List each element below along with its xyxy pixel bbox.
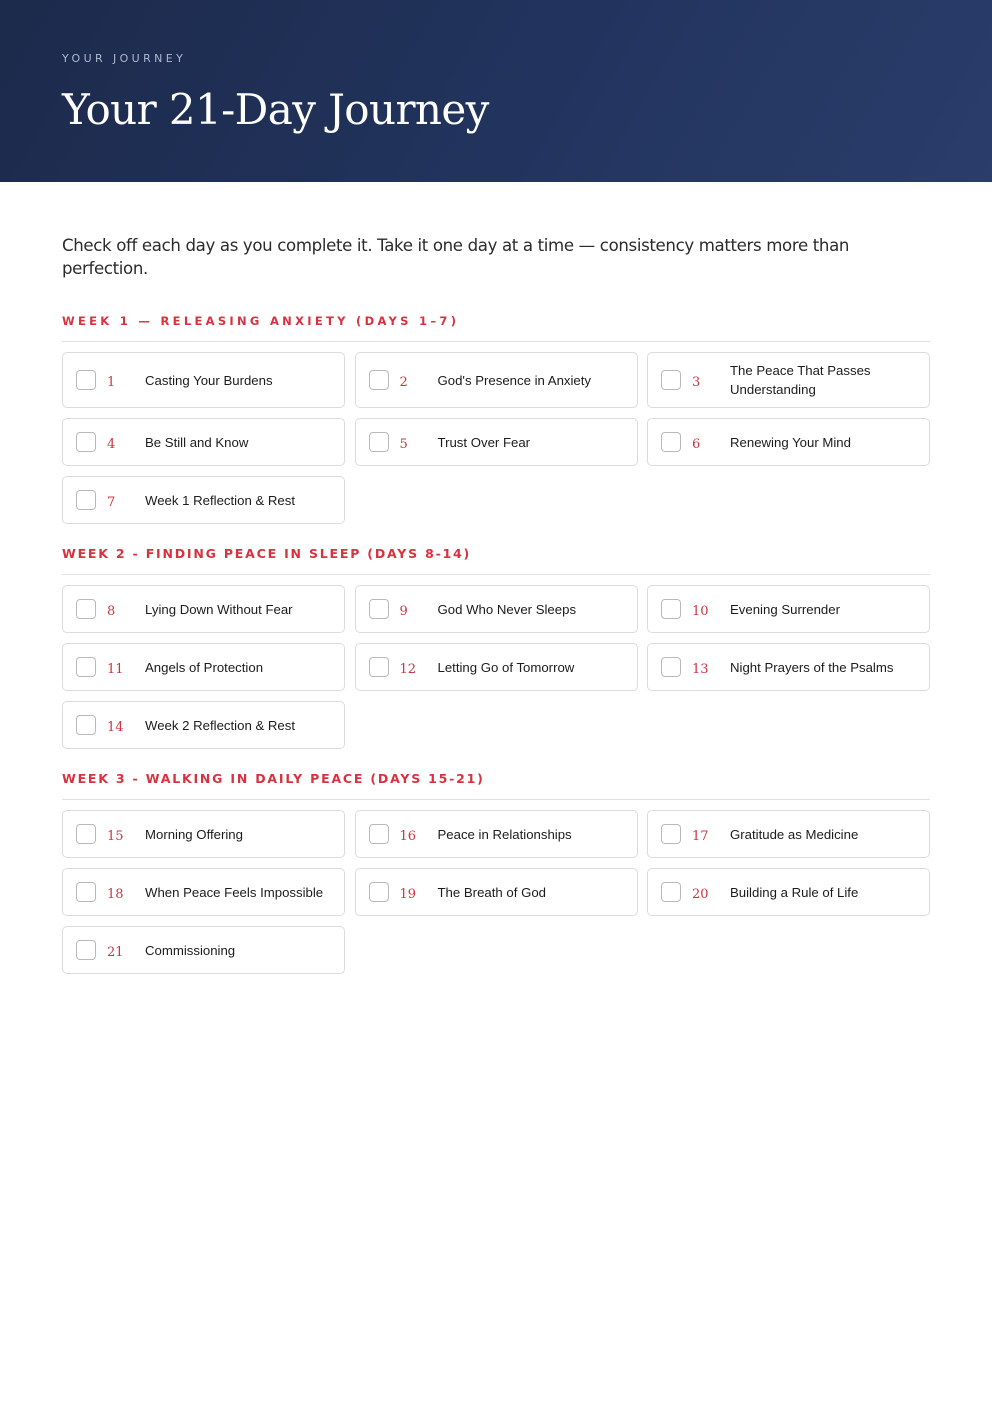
week-heading: WEEK 3 - WALKING IN DAILY PEACE (DAYS 15-21) bbox=[62, 771, 930, 800]
day-grid bbox=[62, 585, 930, 749]
day-number: 20 bbox=[692, 886, 709, 902]
week-heading: WEEK 1 — RELEASING ANXIETY (DAYS 1–7) bbox=[62, 314, 930, 342]
day-number: 1 bbox=[107, 374, 116, 390]
day-title: Letting Go of Tomorrow bbox=[437, 659, 575, 675]
day-number: 19 bbox=[399, 886, 417, 902]
day-card-14[interactable] bbox=[62, 701, 345, 749]
day-checkbox[interactable] bbox=[369, 432, 389, 452]
day-number: 6 bbox=[692, 436, 701, 452]
day-number: 9 bbox=[399, 603, 408, 619]
day-card-8[interactable] bbox=[62, 585, 345, 633]
day-checkbox[interactable] bbox=[661, 432, 681, 452]
page-header bbox=[0, 0, 992, 182]
day-checkbox[interactable] bbox=[369, 370, 389, 390]
day-number: 10 bbox=[692, 603, 709, 619]
day-title: Lying Down Without Fear bbox=[145, 601, 293, 617]
day-card-5[interactable] bbox=[355, 418, 638, 466]
week-section-3 bbox=[62, 771, 930, 974]
day-number: 5 bbox=[399, 436, 408, 452]
day-card-2[interactable] bbox=[355, 352, 638, 408]
day-checkbox[interactable] bbox=[76, 370, 96, 390]
day-checkbox[interactable] bbox=[369, 824, 389, 844]
day-checkbox[interactable] bbox=[369, 599, 389, 619]
day-number: 21 bbox=[107, 944, 124, 960]
day-card-12[interactable] bbox=[355, 643, 638, 691]
journey-content bbox=[0, 182, 992, 974]
day-card-1[interactable] bbox=[62, 352, 345, 408]
day-checkbox[interactable] bbox=[76, 940, 96, 960]
intro-text: Check off each day as you complete it. Take it one day at a time — consistency matters more than perfection. bbox=[62, 236, 850, 279]
day-checkbox[interactable] bbox=[76, 490, 96, 510]
day-checkbox[interactable] bbox=[76, 882, 96, 902]
day-checkbox[interactable] bbox=[661, 657, 681, 677]
day-card-16[interactable] bbox=[355, 810, 638, 858]
day-card-10[interactable] bbox=[647, 585, 930, 633]
day-title: God's Presence in Anxiety bbox=[437, 372, 592, 388]
day-card-15[interactable] bbox=[62, 810, 345, 858]
day-checkbox[interactable] bbox=[661, 370, 681, 390]
day-title: When Peace Feels Impossible bbox=[145, 884, 324, 900]
day-card-17[interactable] bbox=[647, 810, 930, 858]
day-number: 14 bbox=[107, 719, 124, 735]
day-title: Building a Rule of Life bbox=[730, 884, 859, 900]
day-number: 3 bbox=[692, 374, 701, 390]
day-title: Evening Surrender bbox=[730, 601, 840, 617]
day-title: Week 2 Reflection & Rest bbox=[145, 717, 296, 733]
week-section-1 bbox=[62, 314, 930, 524]
day-title: Commissioning bbox=[145, 942, 236, 958]
day-grid bbox=[62, 810, 930, 974]
day-title: Morning Offering bbox=[145, 826, 243, 842]
day-number: 8 bbox=[107, 603, 116, 619]
day-title: Casting Your Burdens bbox=[145, 372, 273, 388]
day-checkbox[interactable] bbox=[76, 824, 96, 844]
day-title: God Who Never Sleeps bbox=[437, 601, 577, 617]
page-title: Your 21-Day Journey bbox=[62, 85, 489, 134]
day-checkbox[interactable] bbox=[661, 882, 681, 902]
day-number: 18 bbox=[107, 886, 124, 902]
day-number: 4 bbox=[107, 436, 116, 452]
day-checkbox[interactable] bbox=[76, 599, 96, 619]
day-card-18[interactable] bbox=[62, 868, 345, 916]
day-card-21[interactable] bbox=[62, 926, 345, 974]
day-checkbox[interactable] bbox=[76, 432, 96, 452]
day-card-19[interactable] bbox=[355, 868, 638, 916]
day-checkbox[interactable] bbox=[76, 657, 96, 677]
day-title: Week 1 Reflection & Rest bbox=[145, 492, 296, 508]
day-checkbox[interactable] bbox=[661, 599, 681, 619]
day-title: Gratitude as Medicine bbox=[730, 826, 859, 842]
day-card-20[interactable] bbox=[647, 868, 930, 916]
day-card-6[interactable] bbox=[647, 418, 930, 466]
day-number: 17 bbox=[692, 828, 709, 844]
day-checkbox[interactable] bbox=[661, 824, 681, 844]
day-title: Angels of Protection bbox=[145, 659, 264, 675]
day-card-9[interactable] bbox=[355, 585, 638, 633]
week-section-2 bbox=[62, 546, 930, 749]
day-number: 16 bbox=[399, 828, 417, 844]
day-title: Peace in Relationships bbox=[437, 826, 572, 842]
day-number: 11 bbox=[107, 661, 124, 677]
day-grid bbox=[62, 352, 930, 524]
day-title: Renewing Your Mind bbox=[730, 434, 851, 450]
day-title: Be Still and Know bbox=[145, 434, 249, 450]
day-number: 7 bbox=[107, 494, 116, 510]
day-title: Night Prayers of the Psalms bbox=[730, 659, 894, 675]
day-title: Trust Over Fear bbox=[437, 434, 531, 450]
eyebrow-label: YOUR JOURNEY bbox=[62, 52, 187, 65]
day-number: 13 bbox=[692, 661, 709, 677]
day-title: The Breath of God bbox=[437, 884, 546, 900]
day-card-4[interactable] bbox=[62, 418, 345, 466]
day-number: 15 bbox=[107, 828, 124, 844]
day-checkbox[interactable] bbox=[76, 715, 96, 735]
week-heading: WEEK 2 - FINDING PEACE IN SLEEP (DAYS 8-14) bbox=[62, 546, 930, 575]
day-checkbox[interactable] bbox=[369, 882, 389, 902]
day-title: The Peace That Passes Understanding bbox=[730, 363, 871, 398]
day-checkbox[interactable] bbox=[369, 657, 389, 677]
day-card-13[interactable] bbox=[647, 643, 930, 691]
day-card-3[interactable] bbox=[647, 352, 930, 408]
day-number: 2 bbox=[399, 374, 408, 390]
day-number: 12 bbox=[399, 661, 417, 677]
day-card-7[interactable] bbox=[62, 476, 345, 524]
day-card-11[interactable] bbox=[62, 643, 345, 691]
